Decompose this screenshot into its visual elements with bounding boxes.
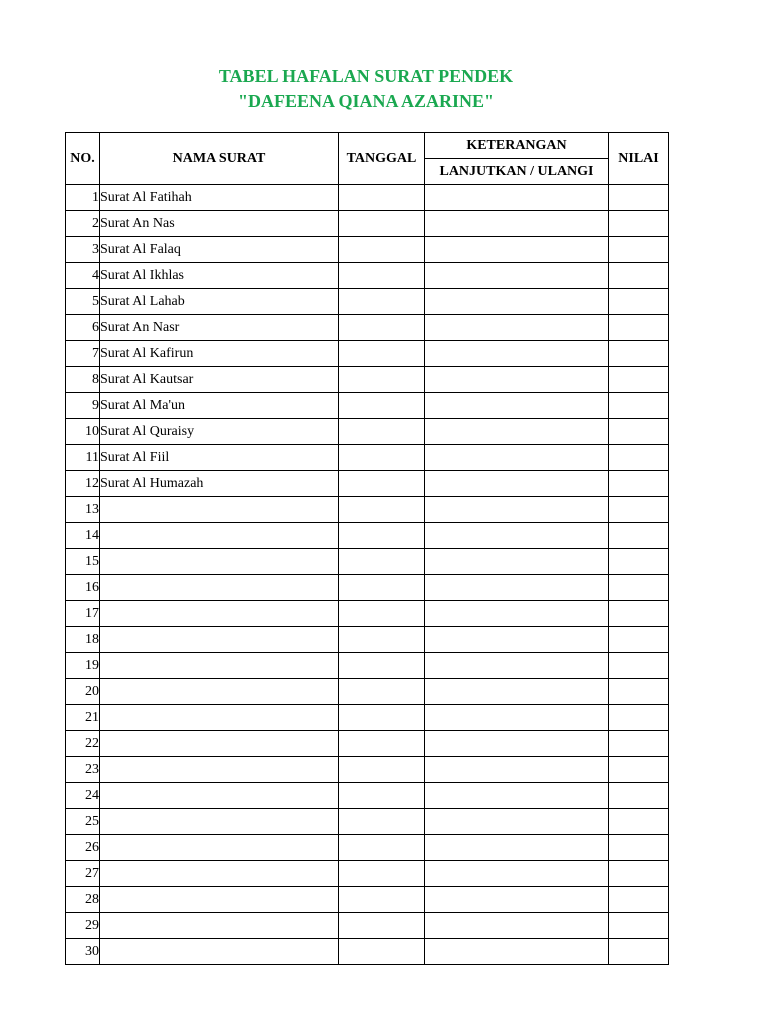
table-row — [66, 887, 669, 913]
row-number: 21 — [66, 705, 100, 731]
keterangan-cell — [425, 835, 609, 861]
keterangan-cell — [425, 757, 609, 783]
surat-name-cell — [100, 939, 339, 965]
nilai-cell — [609, 913, 669, 939]
keterangan-cell — [425, 861, 609, 887]
nilai-cell — [609, 445, 669, 471]
nilai-cell — [609, 237, 669, 263]
nilai-cell — [609, 653, 669, 679]
surat-name-cell: Surat Al Kafirun — [100, 341, 339, 367]
nilai-cell — [609, 315, 669, 341]
nilai-cell — [609, 549, 669, 575]
nilai-cell — [609, 783, 669, 809]
keterangan-cell — [425, 419, 609, 445]
keterangan-cell — [425, 315, 609, 341]
table-row — [66, 393, 669, 419]
nilai-cell — [609, 523, 669, 549]
table-row — [66, 627, 669, 653]
nilai-cell — [609, 263, 669, 289]
surat-name-cell — [100, 861, 339, 887]
surat-name-cell — [100, 575, 339, 601]
row-number: 6 — [66, 315, 100, 341]
keterangan-cell — [425, 263, 609, 289]
row-number: 26 — [66, 835, 100, 861]
keterangan-cell — [425, 653, 609, 679]
header-no: NO. — [66, 133, 100, 185]
surat-name-cell: Surat Al Quraisy — [100, 419, 339, 445]
surat-name-cell — [100, 705, 339, 731]
row-number: 19 — [66, 653, 100, 679]
row-number: 20 — [66, 679, 100, 705]
tanggal-cell — [339, 653, 425, 679]
tanggal-cell — [339, 757, 425, 783]
tanggal-cell — [339, 705, 425, 731]
tanggal-cell — [339, 185, 425, 211]
tanggal-cell — [339, 627, 425, 653]
surat-name-cell — [100, 497, 339, 523]
document-title — [0, 64, 732, 114]
surat-name-cell — [100, 679, 339, 705]
table-row — [66, 913, 669, 939]
keterangan-cell — [425, 705, 609, 731]
keterangan-cell — [425, 887, 609, 913]
tanggal-cell — [339, 419, 425, 445]
tanggal-cell — [339, 679, 425, 705]
row-number: 17 — [66, 601, 100, 627]
row-number: 12 — [66, 471, 100, 497]
row-number: 18 — [66, 627, 100, 653]
keterangan-cell — [425, 211, 609, 237]
nilai-cell — [609, 497, 669, 523]
table-row — [66, 315, 669, 341]
tanggal-cell — [339, 575, 425, 601]
row-number: 16 — [66, 575, 100, 601]
table-row — [66, 575, 669, 601]
keterangan-cell — [425, 471, 609, 497]
row-number: 28 — [66, 887, 100, 913]
row-number: 24 — [66, 783, 100, 809]
row-number: 30 — [66, 939, 100, 965]
surat-name-cell: Surat Al Falaq — [100, 237, 339, 263]
table-row — [66, 549, 669, 575]
tanggal-cell — [339, 835, 425, 861]
nilai-cell — [609, 367, 669, 393]
table-row — [66, 419, 669, 445]
row-number: 4 — [66, 263, 100, 289]
row-number: 22 — [66, 731, 100, 757]
tanggal-cell — [339, 315, 425, 341]
keterangan-cell — [425, 445, 609, 471]
nilai-cell — [609, 757, 669, 783]
nilai-cell — [609, 341, 669, 367]
row-number: 25 — [66, 809, 100, 835]
nilai-cell — [609, 601, 669, 627]
tanggal-cell — [339, 211, 425, 237]
table-row — [66, 809, 669, 835]
table-row — [66, 289, 669, 315]
tanggal-cell — [339, 237, 425, 263]
keterangan-cell — [425, 731, 609, 757]
title-line-1: TABEL HAFALAN SURAT PENDEK — [218, 66, 514, 86]
table-row — [66, 497, 669, 523]
keterangan-cell — [425, 289, 609, 315]
tanggal-cell — [339, 471, 425, 497]
tanggal-cell — [339, 341, 425, 367]
table-row — [66, 263, 669, 289]
surat-name-cell — [100, 757, 339, 783]
keterangan-cell — [425, 783, 609, 809]
row-number: 8 — [66, 367, 100, 393]
nilai-cell — [609, 289, 669, 315]
table-row — [66, 523, 669, 549]
table-row — [66, 783, 669, 809]
row-number: 23 — [66, 757, 100, 783]
row-number: 2 — [66, 211, 100, 237]
surat-name-cell: Surat Al Lahab — [100, 289, 339, 315]
table-row — [66, 679, 669, 705]
table-row — [66, 471, 669, 497]
surat-name-cell — [100, 887, 339, 913]
row-number: 5 — [66, 289, 100, 315]
tanggal-cell — [339, 393, 425, 419]
keterangan-cell — [425, 627, 609, 653]
tanggal-cell — [339, 367, 425, 393]
nilai-cell — [609, 705, 669, 731]
keterangan-cell — [425, 601, 609, 627]
row-number: 15 — [66, 549, 100, 575]
tanggal-cell — [339, 263, 425, 289]
nilai-cell — [609, 211, 669, 237]
row-number: 13 — [66, 497, 100, 523]
table-row — [66, 237, 669, 263]
table-row — [66, 861, 669, 887]
surat-name-cell: Surat Al Ma'un — [100, 393, 339, 419]
surat-name-cell: Surat Al Fatihah — [100, 185, 339, 211]
surat-name-cell: Surat Al Fiil — [100, 445, 339, 471]
surat-name-cell — [100, 549, 339, 575]
keterangan-cell — [425, 341, 609, 367]
surat-name-cell — [100, 783, 339, 809]
nilai-cell — [609, 627, 669, 653]
nilai-cell — [609, 731, 669, 757]
tanggal-cell — [339, 939, 425, 965]
keterangan-cell — [425, 185, 609, 211]
table-header — [66, 133, 669, 185]
tanggal-cell — [339, 445, 425, 471]
surat-name-cell — [100, 601, 339, 627]
keterangan-cell — [425, 367, 609, 393]
table-row — [66, 211, 669, 237]
keterangan-cell — [425, 523, 609, 549]
header-row-top — [66, 133, 669, 159]
surat-name-cell — [100, 523, 339, 549]
nilai-cell — [609, 861, 669, 887]
tanggal-cell — [339, 523, 425, 549]
surat-name-cell — [100, 653, 339, 679]
tanggal-cell — [339, 731, 425, 757]
surat-name-cell — [100, 913, 339, 939]
table-row — [66, 705, 669, 731]
surat-name-cell: Surat Al Kautsar — [100, 367, 339, 393]
row-number: 1 — [66, 185, 100, 211]
row-number: 14 — [66, 523, 100, 549]
header-nilai: NILAI — [609, 133, 669, 185]
table-row — [66, 939, 669, 965]
keterangan-cell — [425, 237, 609, 263]
nilai-cell — [609, 679, 669, 705]
tanggal-cell — [339, 289, 425, 315]
tanggal-cell — [339, 861, 425, 887]
keterangan-cell — [425, 497, 609, 523]
table-row — [66, 731, 669, 757]
nilai-cell — [609, 393, 669, 419]
tanggal-cell — [339, 601, 425, 627]
table-row — [66, 445, 669, 471]
table-row — [66, 757, 669, 783]
header-tanggal: TANGGAL — [339, 133, 425, 185]
surat-name-cell — [100, 835, 339, 861]
row-number: 10 — [66, 419, 100, 445]
keterangan-cell — [425, 679, 609, 705]
surat-name-cell: Surat Al Humazah — [100, 471, 339, 497]
tanggal-cell — [339, 549, 425, 575]
surat-name-cell — [100, 731, 339, 757]
nilai-cell — [609, 575, 669, 601]
surat-name-cell: Surat An Nas — [100, 211, 339, 237]
surat-name-cell: Surat Al Ikhlas — [100, 263, 339, 289]
keterangan-cell — [425, 939, 609, 965]
table-row — [66, 653, 669, 679]
nilai-cell — [609, 471, 669, 497]
row-number: 9 — [66, 393, 100, 419]
header-keterangan: KETERANGAN — [425, 133, 609, 159]
memorization-table — [65, 132, 669, 965]
tanggal-cell — [339, 783, 425, 809]
keterangan-cell — [425, 393, 609, 419]
table-body — [66, 185, 669, 965]
table-row — [66, 185, 669, 211]
header-keterangan-sub: LANJUTKAN / ULANGI — [425, 159, 609, 185]
surat-name-cell — [100, 627, 339, 653]
row-number: 11 — [66, 445, 100, 471]
tanggal-cell — [339, 809, 425, 835]
tanggal-cell — [339, 497, 425, 523]
keterangan-cell — [425, 549, 609, 575]
title-line-2: "DAFEENA QIANA AZARINE" — [237, 91, 495, 111]
row-number: 3 — [66, 237, 100, 263]
row-number: 27 — [66, 861, 100, 887]
nilai-cell — [609, 835, 669, 861]
nilai-cell — [609, 939, 669, 965]
table-row — [66, 835, 669, 861]
nilai-cell — [609, 419, 669, 445]
keterangan-cell — [425, 809, 609, 835]
surat-name-cell — [100, 809, 339, 835]
row-number: 29 — [66, 913, 100, 939]
tanggal-cell — [339, 887, 425, 913]
keterangan-cell — [425, 913, 609, 939]
row-number: 7 — [66, 341, 100, 367]
nilai-cell — [609, 887, 669, 913]
table-row — [66, 601, 669, 627]
keterangan-cell — [425, 575, 609, 601]
nilai-cell — [609, 809, 669, 835]
table-row — [66, 341, 669, 367]
header-nama-surat: NAMA SURAT — [100, 133, 339, 185]
table-row — [66, 367, 669, 393]
surat-name-cell: Surat An Nasr — [100, 315, 339, 341]
tanggal-cell — [339, 913, 425, 939]
nilai-cell — [609, 185, 669, 211]
